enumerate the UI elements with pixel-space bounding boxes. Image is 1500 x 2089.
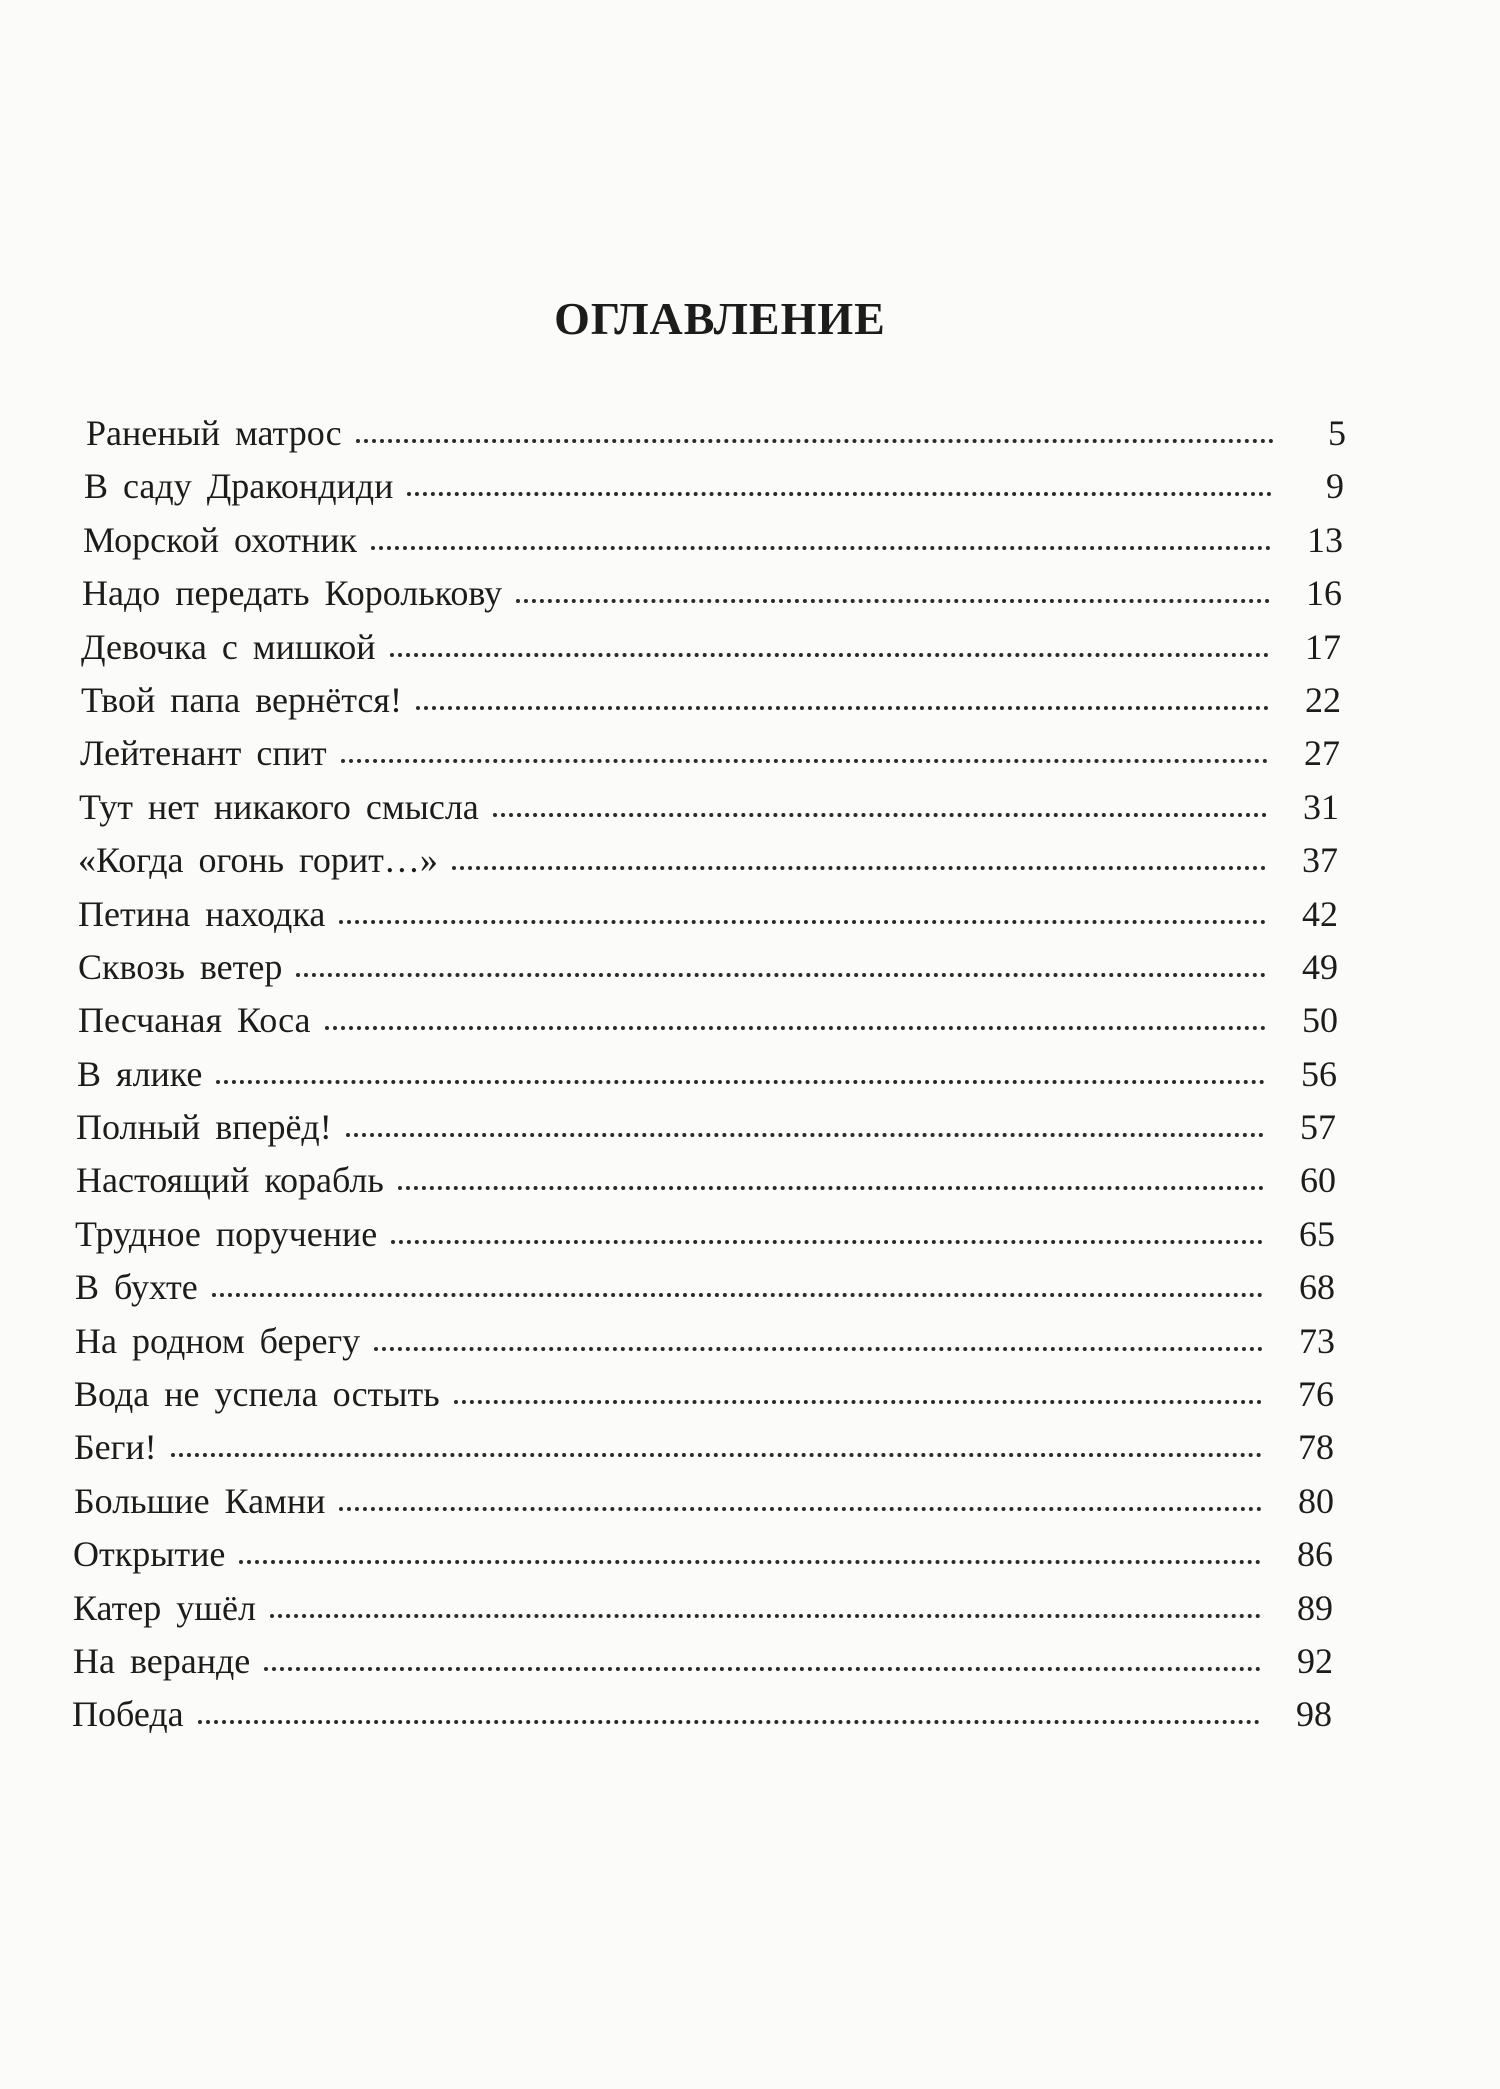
toc-entry [75,1208,1335,1261]
toc-entry [81,674,1341,727]
toc-entry-label: Морской охотник [83,519,358,560]
toc-entry-page-number: 65 [1299,1213,1335,1254]
dot-leader [339,919,1266,924]
toc-entry-label: Победа [72,1694,184,1735]
toc-entry-page-number: 49 [1302,946,1338,987]
toc-entry-label: Сквозь ветер [78,946,283,987]
dot-leader [341,758,1268,763]
toc-entry-label: Большие Камни [74,1480,326,1521]
dot-leader [390,652,1270,657]
toc-entry-label: Песчаная Коса [78,1000,311,1041]
toc-entry-label: В ялике [77,1053,203,1094]
toc-entry [73,1635,1333,1688]
toc-entry-page-number: 56 [1301,1053,1337,1094]
toc-entry [81,621,1341,674]
toc-entry [75,1315,1335,1368]
dot-leader [356,438,1274,443]
toc-entry-page-number: 80 [1298,1480,1334,1521]
dot-leader [398,1185,1264,1190]
toc-entry-label: Тут нет никакого смысла [79,786,479,827]
toc-entry-page-number: 86 [1297,1534,1333,1575]
dot-leader [516,598,1270,603]
toc-entry [76,1154,1336,1207]
dot-leader [296,972,1266,977]
toc-entry-page-number: 13 [1307,519,1343,560]
toc-entry-label: «Когда огонь горит…» [78,840,438,881]
toc-entry-label: Вода не успела остыть [74,1374,440,1415]
toc-entry-page-number: 68 [1299,1267,1335,1308]
dot-leader [346,1132,1264,1137]
toc-entry-label: В бухте [75,1267,198,1308]
toc-entry-page-number: 76 [1298,1374,1334,1415]
toc-entry-label: На веранде [73,1640,251,1681]
toc-entry-label: Беги! [74,1427,157,1468]
toc-entry-label: Полный вперёд! [76,1107,332,1148]
toc-entry [84,460,1344,513]
toc-entry [73,1528,1333,1581]
dot-leader [452,865,1266,870]
toc-entry [74,1475,1334,1528]
toc-entry-page-number: 89 [1297,1587,1333,1628]
toc-entry-page-number: 17 [1305,626,1341,667]
toc-entry [79,781,1339,834]
toc-entry-page-number: 5 [1328,413,1346,453]
toc-entry-page-number: 60 [1300,1160,1336,1201]
toc-entry [78,888,1338,941]
dot-leader [216,1079,1265,1084]
toc-entry-label: Катер ушёл [73,1587,256,1628]
toc-entry [72,1688,1332,1741]
toc-entry [74,1421,1334,1474]
toc-entry-page-number: 16 [1306,573,1342,614]
toc-entry-page-number: 9 [1326,466,1344,507]
dot-leader [374,1346,1263,1351]
toc-entry-label: Девочка с мишкой [81,626,376,667]
toc-entry [82,567,1342,620]
toc-entry [78,834,1338,887]
dot-leader [171,1452,1262,1457]
toc-entry-label: Надо передать Королькову [82,573,503,614]
toc-entry [78,941,1338,994]
toc-entry-page-number: 50 [1302,1000,1338,1041]
toc-entry-page-number: 92 [1297,1640,1333,1681]
toc-entry [73,1582,1333,1635]
toc-list [72,407,1346,1742]
toc-entry [76,1101,1336,1154]
toc-entry [75,1261,1335,1314]
dot-leader [493,812,1267,817]
toc-entry-page-number: 42 [1302,893,1338,934]
toc-entry [80,727,1340,780]
dot-leader [198,1719,1260,1724]
toc-entry-label: В саду Дракондиди [84,466,394,507]
toc-entry-page-number: 57 [1300,1107,1336,1148]
toc-entry-label: Раненый матрос [86,413,342,453]
dot-leader [407,491,1272,496]
toc-entry-label: Трудное поручение [75,1213,378,1254]
toc-entry-page-number: 31 [1303,786,1339,827]
dot-leader [371,545,1271,550]
toc-entry-page-number: 78 [1298,1427,1334,1468]
toc-entry [78,994,1338,1047]
dot-leader [325,1025,1266,1030]
toc-entry [77,1048,1337,1101]
toc-entry-label: На родном берегу [75,1320,361,1361]
toc-entry [83,514,1343,567]
dot-leader [339,1506,1262,1511]
dot-leader [454,1399,1262,1404]
toc-entry-page-number: 37 [1302,840,1338,881]
dot-leader [239,1559,1261,1564]
dot-leader [416,705,1269,710]
toc-entry [86,407,1346,460]
dot-leader [270,1613,1261,1618]
toc-entry-page-number: 22 [1305,679,1341,720]
toc-entry [74,1368,1334,1421]
toc-entry-label: Лейтенант спит [80,733,327,774]
toc-entry-label: Твой папа вернётся! [81,679,402,720]
toc-entry-label: Настоящий корабль [76,1160,384,1201]
toc-entry-page-number: 98 [1296,1694,1332,1735]
toc-entry-label: Открытие [73,1534,226,1575]
toc-title: ОГЛАВЛЕНИЕ [554,293,886,344]
toc-entry-label: Петина находка [78,893,326,934]
dot-leader [212,1292,1263,1297]
dot-leader [264,1666,1261,1671]
dot-leader [391,1239,1263,1244]
toc-entry-page-number: 73 [1299,1320,1335,1361]
toc-entry-page-number: 27 [1304,733,1340,774]
